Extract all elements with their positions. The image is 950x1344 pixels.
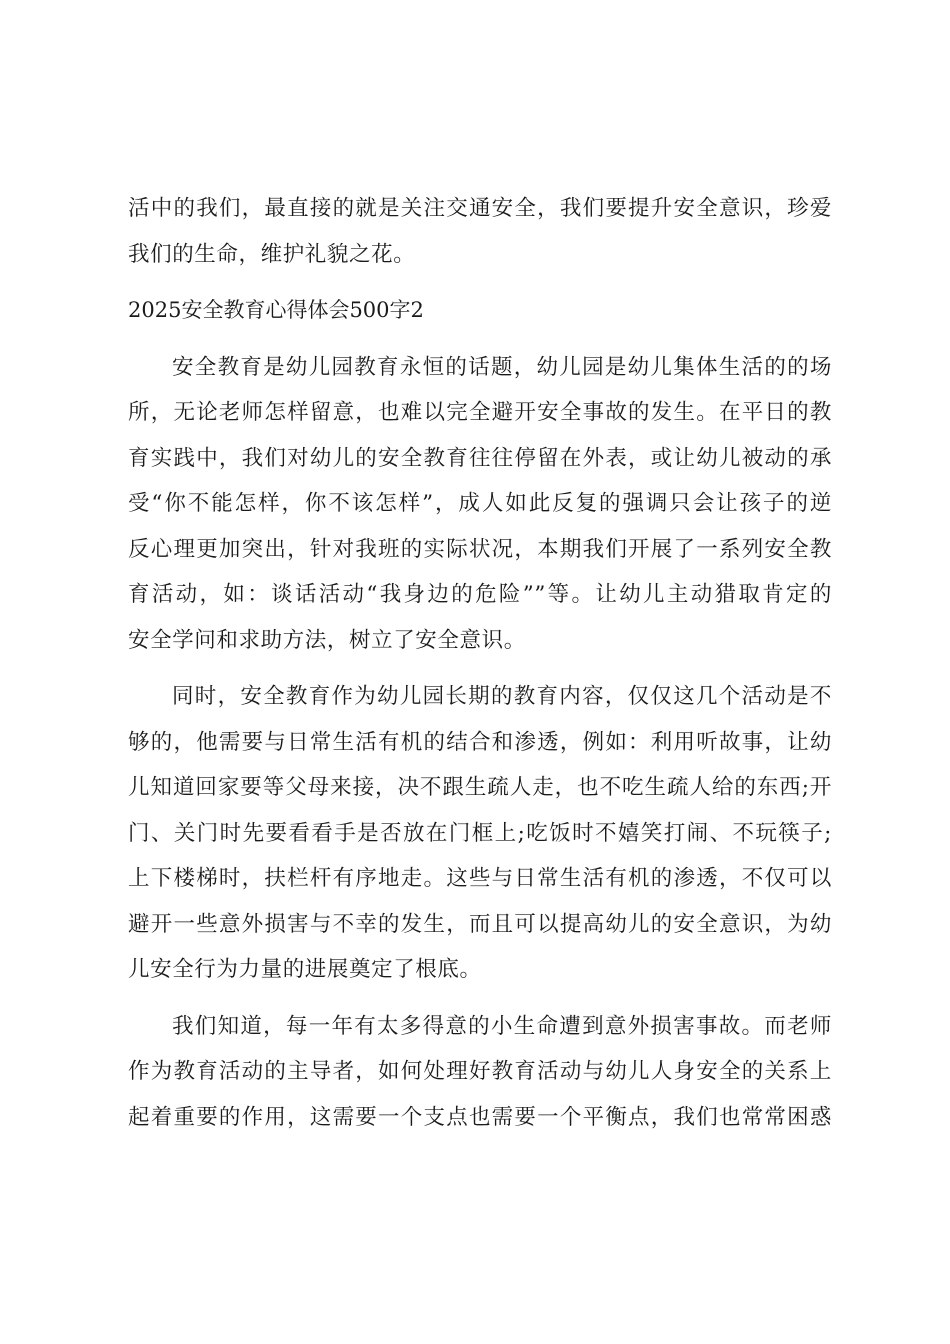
paragraph-line: 儿知道回家要等父母来接，决不跟生疏人走，也不吃生疏人给的东西;开 <box>128 775 832 800</box>
paragraph-line: 同时，安全教育作为幼儿园长期的教育内容，仅仅这几个活动是不 <box>172 684 832 709</box>
intro-line: 我们的生命，维护礼貌之花。 <box>128 241 416 267</box>
paragraph-line: 作为教育活动的主导者，如何处理好教育活动与幼儿人身安全的关系上 <box>128 1059 832 1084</box>
spacer <box>128 277 832 288</box>
paragraph-line: 安全教育是幼儿园教育永恒的话题，幼儿园是幼儿集体生活的的场 <box>172 354 832 380</box>
paragraph-line: 避开一些意外损害与不幸的发生，而且可以提高幼儿的安全意识，为幼 <box>128 911 832 937</box>
document-body <box>128 186 832 1140</box>
paragraph-line: 上下楼梯时，扶栏杆有序地走。这些与日常生活有机的渗透，不仅可以 <box>128 866 832 891</box>
paragraph-line: 门、关门时先要看看手是否放在门框上;吃饭时不嬉笑打闹、不玩筷子; <box>128 820 832 846</box>
section-heading: 2025安全教育心得体会500字2 <box>128 298 424 322</box>
spacer <box>128 993 832 1004</box>
spacer <box>128 663 832 674</box>
paragraph-line: 所，无论老师怎样留意，也难以完全避开安全事故的发生。在平日的教 <box>128 400 832 425</box>
paragraph-line: 安全学问和求助方法，树立了安全意识。 <box>128 627 526 653</box>
paragraph-line: 育活动，如：谈话活动“我身边的危险””等。让幼儿主动猎取肯定的 <box>128 582 832 607</box>
intro-line: 活中的我们，最直接的就是关注交通安全，我们要提升安全意识，珍爱 <box>128 196 832 221</box>
paragraph-line: 反心理更加突出，针对我班的实际状况，本期我们开展了一系列安全教 <box>128 536 832 562</box>
paragraph-line: 受“你不能怎样，你不该怎样”，成人如此反复的强调只会让孩子的逆 <box>128 491 832 516</box>
paragraph-line: 育实践中，我们对幼儿的安全教育往往停留在外表，或让幼儿被动的承 <box>128 445 832 471</box>
paragraph-line: 儿安全行为力量的进展奠定了根底。 <box>128 957 482 982</box>
paragraph-line: 我们知道，每一年有太多得意的小生命遭到意外损害事故。而老师 <box>172 1013 832 1039</box>
spacer <box>128 334 832 345</box>
paragraph-line: 起着重要的作用，这需要一个支点也需要一个平衡点，我们也常常困惑 <box>128 1104 832 1130</box>
paragraph-line: 够的，他需要与日常生活有机的结合和渗透，例如：利用听故事，让幼 <box>128 729 832 755</box>
